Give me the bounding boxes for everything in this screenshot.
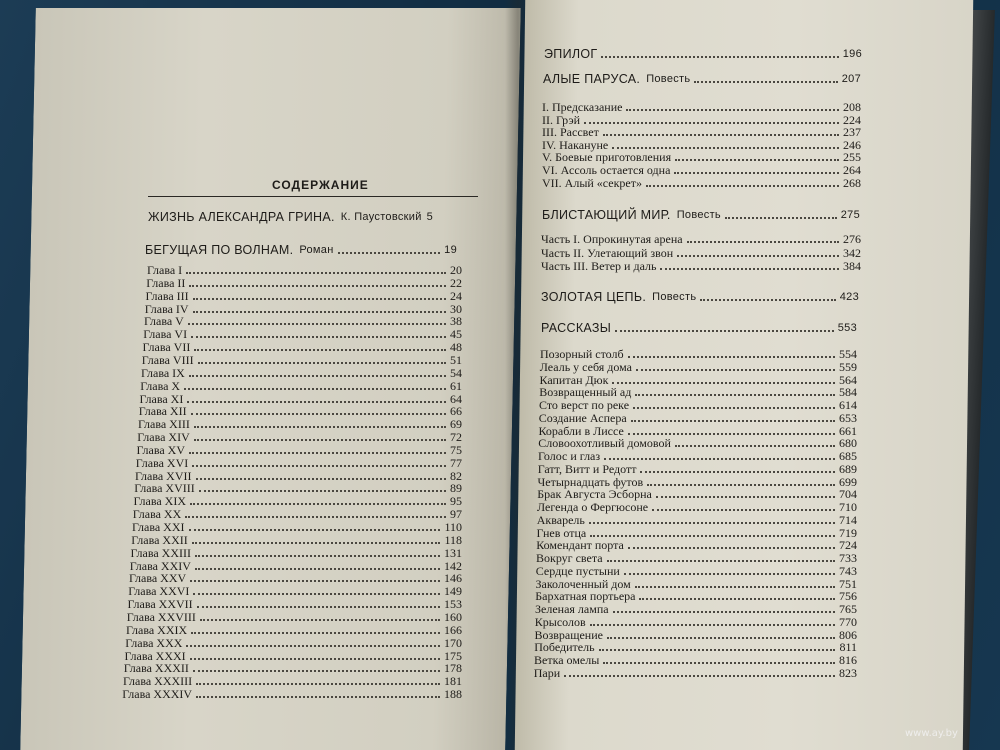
dot-leader — [636, 369, 835, 371]
dot-leader — [191, 336, 446, 338]
entry-page: 146 — [444, 571, 462, 586]
chapter-entry[interactable] — [131, 547, 463, 560]
entry-page: 237 — [843, 125, 861, 140]
chapter-entry[interactable] — [122, 688, 462, 701]
entry-title: Легенда о Фергюсоне — [537, 500, 649, 514]
entry-page: 743 — [839, 563, 857, 578]
dot-leader — [185, 516, 446, 518]
entry-page: 54 — [450, 365, 462, 380]
entry-title: Глава XIV — [137, 430, 190, 445]
dot-leader — [190, 658, 440, 660]
entry-title: Бархатная портьера — [535, 589, 636, 604]
entry-page: 142 — [444, 558, 462, 573]
entry-page: 61 — [450, 378, 462, 393]
entry-title: VI. Ассоль остается одна — [542, 163, 671, 177]
entry-title: Глава XXIII — [130, 545, 192, 560]
dot-leader — [194, 439, 446, 441]
entry-page: 714 — [839, 512, 857, 527]
entry-page: 710 — [839, 500, 857, 514]
dot-leader — [626, 109, 839, 111]
entry-title: III. Рассвет — [542, 125, 599, 140]
entry-title: Словоохотливый домовой — [538, 436, 671, 451]
dot-leader — [194, 349, 446, 351]
dot-leader — [196, 478, 446, 480]
entry-page: 166 — [444, 622, 462, 637]
dot-leader — [675, 445, 835, 447]
dot-leader — [186, 272, 446, 274]
entry-page: 816 — [839, 653, 857, 667]
entry-page: 89 — [450, 481, 462, 496]
dot-leader — [635, 586, 835, 588]
part-entry[interactable] — [541, 233, 861, 246]
entry-title: Глава XV — [136, 442, 186, 457]
entry-page: 554 — [839, 347, 857, 361]
chapter-entry[interactable] — [127, 611, 462, 624]
entry-title: Глава VI — [143, 327, 188, 342]
entry-title: Глава VIII — [141, 352, 194, 367]
story-entry[interactable] — [537, 514, 857, 527]
dot-leader — [612, 382, 835, 384]
entry-title: Глава IV — [144, 301, 189, 316]
dot-leader — [603, 134, 839, 136]
entry-page: 160 — [444, 609, 462, 624]
chapter-entry[interactable] — [146, 290, 463, 303]
entry-page: 69 — [450, 417, 462, 432]
entry-title: Леаль у себя дома — [539, 359, 633, 374]
toc-entry-epilogue[interactable] — [544, 48, 862, 61]
entry-title: Брак Августа Эсборна — [537, 487, 652, 502]
entry-title: Ветка омелы — [534, 653, 600, 667]
entry-kind: Повесть — [646, 73, 691, 85]
toc-entry-golden-chain[interactable] — [541, 291, 859, 304]
entry-page: 823 — [839, 665, 857, 680]
chapter-entry[interactable] — [142, 354, 462, 367]
entry-page: 699 — [839, 474, 857, 489]
entry-title: Глава XIII — [138, 417, 190, 432]
dot-leader — [590, 624, 835, 626]
dot-leader — [599, 649, 836, 651]
dot-leader — [190, 580, 440, 582]
entry-page: 751 — [839, 576, 857, 591]
entry-page: 178 — [444, 661, 462, 676]
entry-title: Заколоченный дом — [535, 576, 631, 591]
chapter-entry[interactable] — [125, 637, 462, 650]
entry-title: ЖИЗНЬ АЛЕКСАНДРА ГРИНА. — [148, 210, 335, 224]
title-rule — [148, 196, 478, 197]
entry-kind: Повесть — [676, 209, 721, 221]
dot-leader — [193, 593, 440, 595]
entry-title: Корабли в Лиссе — [538, 423, 624, 438]
entry-title: Глава XXVI — [128, 584, 190, 599]
dot-leader — [639, 598, 835, 600]
entry-title: Глава II — [146, 275, 186, 290]
entry-title: Глава XXII — [131, 532, 188, 547]
story-entry[interactable] — [534, 667, 857, 680]
dot-leader — [200, 619, 440, 621]
entry-title: Глава XXXII — [123, 661, 189, 676]
entry-title: Комендант порта — [536, 538, 624, 553]
entry-title: Пари — [533, 665, 561, 680]
entry-page: 264 — [843, 163, 861, 177]
entry-title: БЕГУЩАЯ ПО ВОЛНАМ. — [145, 243, 294, 257]
entry-title: Победитель — [534, 640, 595, 655]
story-entry[interactable] — [537, 501, 857, 514]
entry-page: 149 — [444, 584, 462, 599]
entry-page: 45 — [450, 327, 462, 342]
toc-entry-intro[interactable] — [148, 211, 478, 224]
entry-title: Гнев отца — [536, 525, 587, 540]
entry-page: 719 — [839, 525, 857, 540]
entry-title: Четырнадцать футов — [537, 474, 644, 489]
dot-leader — [189, 529, 441, 531]
entry-page: 5 — [426, 211, 434, 223]
entry-page: 38 — [450, 314, 462, 329]
chapter-entry[interactable] — [140, 393, 463, 406]
part-entry[interactable] — [542, 177, 861, 190]
chapter-entry[interactable] — [147, 264, 462, 277]
dot-leader — [196, 683, 440, 685]
dot-leader — [675, 159, 839, 161]
entry-title: Глава XVIII — [134, 481, 195, 496]
dot-leader — [191, 632, 440, 634]
chapter-entry[interactable] — [134, 495, 463, 508]
dot-leader — [656, 496, 835, 498]
dot-leader — [199, 490, 446, 492]
dot-leader — [338, 252, 441, 254]
entry-title: Сердце пустыни — [535, 563, 620, 578]
entry-page: 208 — [843, 100, 861, 114]
entry-title: Глава III — [145, 288, 189, 303]
entry-page: 384 — [843, 259, 861, 273]
entry-page: 196 — [842, 48, 862, 60]
entry-title: Часть II. Улетающий звон — [541, 245, 674, 260]
entry-title: Возвращенный ад — [539, 385, 632, 400]
entry-title: I. Предсказание — [542, 100, 623, 114]
dot-leader — [660, 268, 839, 270]
dot-leader — [604, 458, 835, 460]
entry-title: Глава XXXI — [124, 648, 186, 663]
dot-leader — [189, 452, 446, 454]
entry-title: Глава VII — [142, 340, 191, 355]
dot-leader — [603, 662, 835, 664]
part-entry[interactable] — [541, 260, 861, 273]
entry-page: 661 — [839, 423, 857, 438]
entry-title: Глава XXXIV — [122, 687, 193, 702]
entry-title: АЛЫЕ ПАРУСА. — [543, 72, 641, 86]
dot-leader — [192, 465, 446, 467]
entry-page: 564 — [839, 372, 857, 387]
entry-title: Зеленая лампа — [535, 602, 609, 616]
toc-entry-stories[interactable] — [541, 322, 857, 335]
entry-page: 22 — [450, 275, 462, 290]
entry-title: Глава XXXIII — [123, 674, 193, 689]
dot-leader — [601, 56, 838, 58]
dot-leader — [674, 172, 839, 174]
entry-title: Глава XVII — [135, 468, 192, 483]
entry-page: 77 — [450, 455, 462, 470]
entry-title: Глава V — [144, 314, 184, 329]
entry-page: 95 — [450, 494, 462, 509]
dot-leader — [687, 241, 839, 243]
dot-leader — [190, 503, 446, 505]
entry-title: ЗОЛОТАЯ ЦЕПЬ. — [541, 290, 647, 304]
dot-leader — [195, 568, 440, 570]
dot-leader — [615, 330, 834, 332]
dot-leader — [640, 471, 835, 473]
entry-title: Глава XXX — [125, 635, 183, 650]
entry-title: БЛИСТАЮЩИЙ МИР. — [542, 208, 671, 222]
entry-title: Глава XXI — [132, 520, 185, 534]
chapter-entry[interactable] — [131, 534, 462, 547]
chapter-entry[interactable] — [140, 380, 462, 393]
entry-page: 118 — [444, 532, 462, 547]
dot-leader — [198, 362, 446, 364]
dot-leader — [195, 555, 440, 557]
entry-page: 584 — [839, 385, 857, 400]
entry-page: 97 — [450, 507, 462, 522]
entry-page: 30 — [450, 301, 462, 316]
story-entry[interactable] — [539, 412, 857, 425]
entry-page: 153 — [444, 597, 462, 612]
entry-page: 423 — [839, 291, 859, 303]
dot-leader — [584, 122, 839, 124]
entry-page: 66 — [450, 404, 462, 419]
dot-leader — [633, 407, 835, 409]
entry-page: 553 — [837, 322, 857, 334]
entry-page: 19 — [444, 244, 457, 256]
entry-page: 72 — [450, 430, 462, 445]
entry-page: 653 — [839, 410, 857, 425]
chapter-entry[interactable] — [144, 315, 462, 328]
entry-page: 188 — [444, 687, 462, 702]
dot-leader — [647, 484, 835, 486]
entry-page: 20 — [450, 263, 462, 277]
chapter-entry[interactable] — [136, 457, 462, 470]
dot-leader — [194, 426, 446, 428]
entry-page: 680 — [839, 436, 857, 451]
dot-leader — [677, 255, 839, 257]
story-entry[interactable] — [538, 463, 857, 476]
entry-kind: Роман — [299, 244, 334, 256]
chapter-entry[interactable] — [143, 328, 462, 341]
entry-page: 255 — [843, 150, 861, 165]
dot-leader — [646, 185, 839, 187]
entry-title: Глава XXIX — [126, 622, 188, 637]
dot-leader — [613, 611, 835, 613]
toc-title: СОДЕРЖАНИЕ — [272, 178, 369, 192]
entry-title: РАССКАЗЫ — [541, 321, 612, 335]
dot-leader — [589, 522, 835, 524]
entry-page: 342 — [843, 245, 861, 260]
entry-title: Глава XXV — [129, 571, 187, 586]
entry-page: 175 — [444, 648, 462, 663]
dot-leader — [628, 433, 835, 435]
dot-leader — [635, 394, 835, 396]
entry-title: Глава XVI — [135, 455, 189, 470]
dot-leader — [191, 413, 446, 415]
dot-leader — [193, 298, 446, 300]
entry-title: Сто верст по реке — [539, 398, 630, 412]
dot-leader — [196, 696, 440, 698]
entry-author: К. Паустовский — [340, 211, 422, 223]
entry-title: Глава XII — [138, 404, 187, 419]
dot-leader — [564, 675, 835, 677]
dot-leader — [694, 81, 837, 83]
entry-title: Глава X — [140, 378, 181, 393]
entry-title: VII. Алый «секрет» — [542, 175, 642, 190]
entry-page: 559 — [839, 359, 857, 374]
chapter-entry[interactable] — [126, 624, 462, 637]
dot-leader — [628, 356, 835, 358]
dot-leader — [186, 645, 440, 647]
entry-page: 704 — [839, 487, 857, 502]
dot-leader — [628, 547, 835, 549]
entry-page: 24 — [450, 288, 462, 303]
entry-page: 685 — [839, 449, 857, 463]
story-entry[interactable] — [534, 654, 857, 667]
entry-title: Глава I — [147, 263, 183, 277]
entry-title: Голос и глаз — [538, 449, 601, 463]
entry-title: Создание Аспера — [538, 410, 627, 425]
entry-page: 733 — [839, 551, 857, 565]
entry-title: Глава XI — [139, 391, 184, 406]
entry-title: V. Боевые приготовления — [542, 150, 672, 165]
watermark: www.ay.by — [905, 728, 958, 739]
entry-title: IV. Накануне — [542, 137, 609, 152]
toc-entry-novel[interactable] — [145, 244, 457, 257]
entry-page: 765 — [839, 602, 857, 616]
dot-leader — [590, 535, 835, 537]
dot-leader — [192, 542, 441, 544]
entry-title: Крысолов — [534, 614, 586, 629]
dot-leader — [189, 375, 446, 377]
entry-page: 689 — [839, 461, 857, 476]
entry-title: Глава XXVII — [127, 597, 193, 612]
entry-page: 64 — [450, 391, 462, 406]
dot-leader — [607, 560, 835, 562]
entry-title: Вокруг света — [536, 551, 603, 565]
chapter-entry[interactable] — [137, 431, 462, 444]
entry-title: Капитан Дюк — [539, 372, 609, 387]
entry-title: Акварель — [536, 512, 585, 527]
entry-page: 724 — [839, 538, 857, 553]
entry-title: Часть I. Опрокинутая арена — [541, 232, 683, 246]
dot-leader — [700, 299, 835, 301]
entry-title: ЭПИЛОГ — [544, 47, 598, 61]
dot-leader — [652, 509, 835, 511]
dot-leader — [612, 147, 839, 149]
toc-entry-shining-world[interactable] — [542, 209, 860, 222]
story-entry[interactable] — [536, 565, 857, 578]
entry-kind: Повесть — [652, 291, 697, 303]
entry-page: 276 — [843, 232, 861, 246]
entry-title: Часть III. Ветер и даль — [541, 259, 657, 273]
dot-leader — [624, 573, 835, 575]
entry-page: 811 — [839, 640, 857, 655]
entry-page: 207 — [841, 73, 861, 85]
dot-leader — [188, 323, 446, 325]
entry-title: Гатт, Витт и Редотт — [537, 461, 637, 476]
entry-page: 51 — [450, 352, 462, 367]
toc-entry-scarlet-sails[interactable] — [543, 73, 861, 86]
dot-leader — [607, 637, 835, 639]
dot-leader — [725, 217, 837, 219]
dot-leader — [193, 311, 446, 313]
entry-page: 131 — [444, 545, 462, 560]
entry-page: 75 — [450, 442, 462, 457]
entry-title: Глава XXIV — [129, 558, 191, 573]
entry-page: 170 — [444, 635, 462, 650]
entry-title: Глава XIX — [133, 494, 187, 509]
entry-page: 268 — [843, 175, 861, 190]
entry-title: Возвращение — [534, 627, 603, 642]
chapter-entry[interactable] — [145, 303, 462, 316]
dot-leader — [197, 606, 440, 608]
part-entry[interactable] — [541, 247, 861, 260]
story-entry[interactable] — [535, 616, 857, 629]
entry-title: II. Грэй — [542, 112, 581, 127]
entry-title: Позорный столб — [540, 347, 624, 361]
chapter-entry[interactable] — [141, 367, 462, 380]
entry-title: Глава XX — [132, 507, 182, 522]
dot-leader — [193, 670, 440, 672]
entry-page: 770 — [839, 614, 857, 629]
entry-page: 614 — [839, 398, 857, 412]
dot-leader — [184, 388, 446, 390]
part-entry[interactable] — [542, 101, 861, 114]
entry-page: 806 — [839, 627, 857, 642]
entry-page: 48 — [450, 340, 462, 355]
dot-leader — [187, 401, 446, 403]
dot-leader — [631, 420, 835, 422]
story-entry[interactable] — [540, 361, 857, 374]
entry-page: 224 — [843, 112, 861, 127]
entry-page: 110 — [444, 520, 462, 534]
entry-title: Глава IX — [141, 365, 185, 380]
entry-title: Глава XXVIII — [126, 609, 196, 624]
dot-leader — [189, 285, 446, 287]
entry-page: 756 — [839, 589, 857, 604]
entry-page: 181 — [444, 674, 462, 689]
entry-page: 246 — [843, 137, 861, 152]
entry-page: 82 — [450, 468, 462, 483]
chapter-entry[interactable] — [137, 444, 463, 457]
chapter-entry[interactable] — [146, 277, 462, 290]
entry-page: 275 — [840, 209, 860, 221]
